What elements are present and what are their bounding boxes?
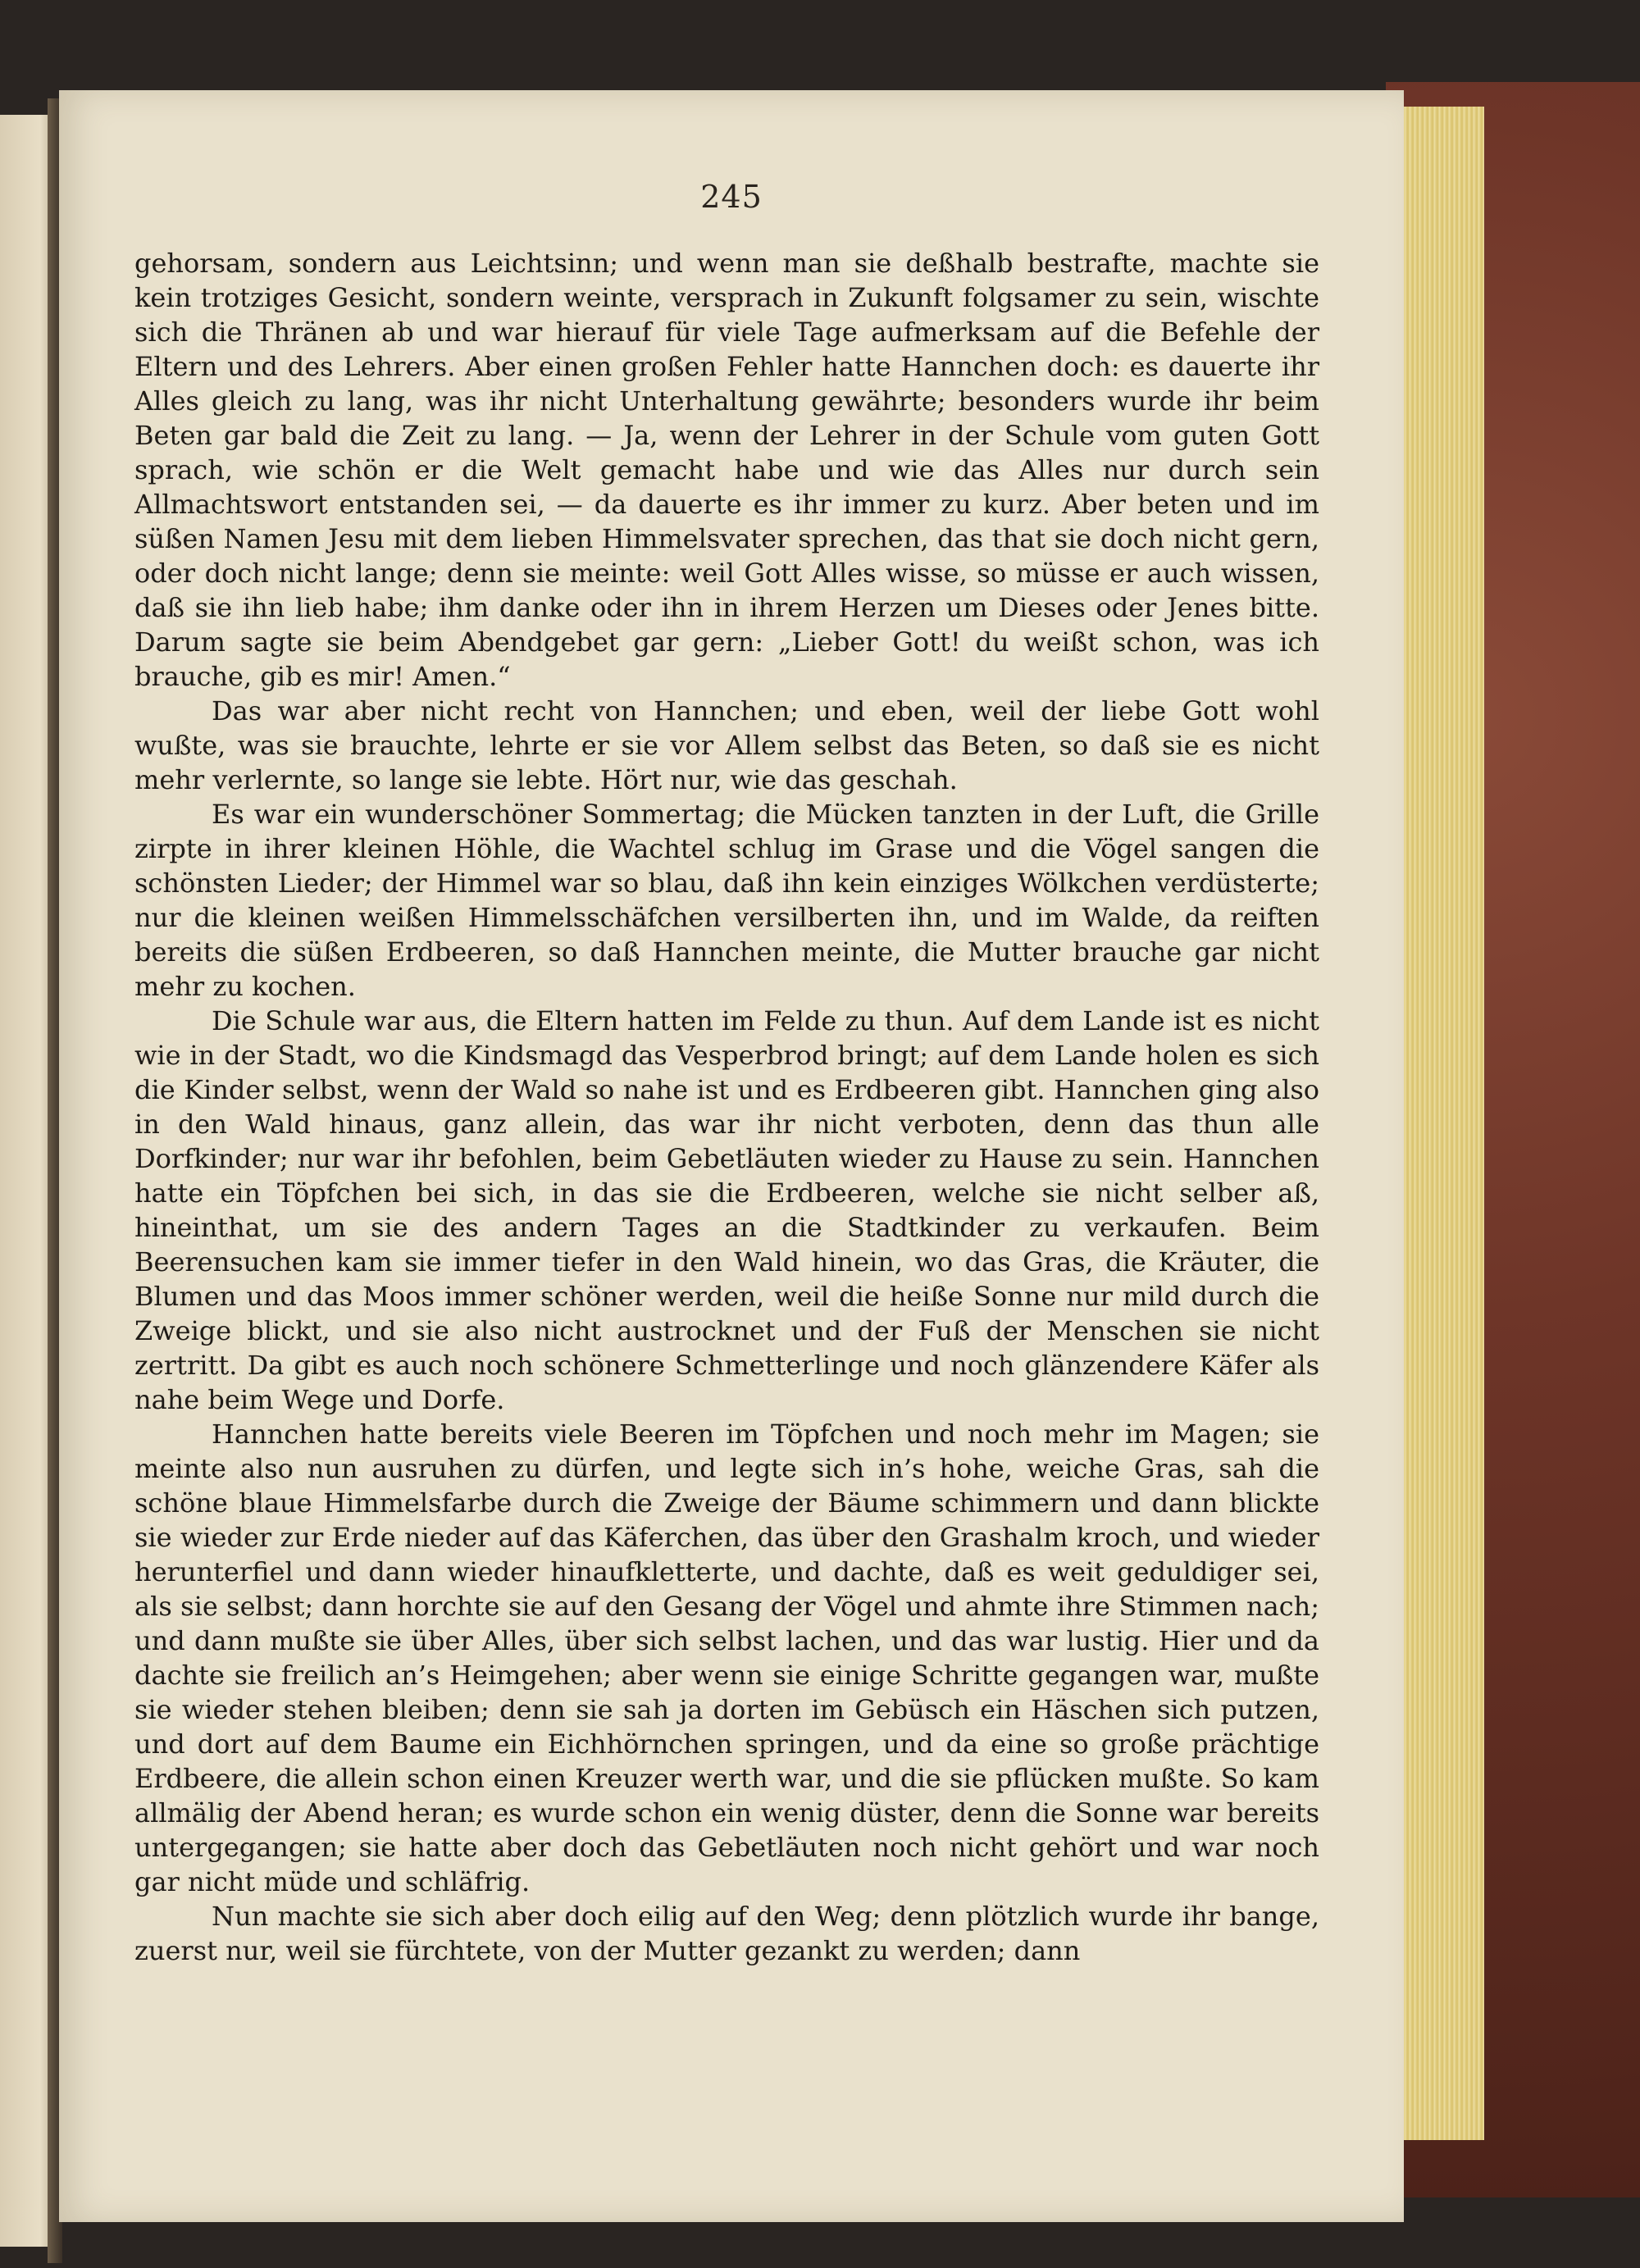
paragraph: Nun machte sie sich aber doch eilig auf den Weg; denn plötzlich wurde ihr bange, zuerst nur, weil sie fürchtete, von der Mutter gezankt zu werden; dann [134,1901,1319,1966]
paragraph: Das war aber nicht recht von Hannchen; und eben, weil der liebe Gott wohl wußte, was sie brauchte, lehrte er sie vor Allem selbst das Beten, so daß sie es nicht mehr verlernte, so lange sie lebte. Hört nur, wie das geschah. [134,695,1319,795]
book-page [59,90,1404,2222]
paragraph: Es war ein wunderschöner Sommertag; die Mücken tanzten in der Luft, die Grille zirpte in ihrer kleinen Höhle, die Wachtel schlug im Grase und die Vögel sangen die schönsten Lieder; der Himmel war so blau, daß ihn kein einziges Wölkchen verdüsterte; nur die kleinen weißen Himmelsschäfchen versilberten ihn, und im Walde, da reiften bereits die süßen Erdbeeren, so daß Hannchen meinte, die Mutter brauche gar nicht mehr zu kochen. [134,799,1319,1002]
paragraph: Die Schule war aus, die Eltern hatten im Felde zu thun. Auf dem Lande ist es nicht wie in der Stadt, wo die Kindsmagd das Vesperbrod bringt; auf dem Lande holen es sich die Kinder selbst, wenn der Wald so nahe ist und es Erdbeeren gibt. Hannchen ging also in den Wald hinaus, ganz allein, das war ihr nicht verboten, denn das thun alle Dorfkinder; nur war ihr befohlen, beim Gebetläuten wieder zu Hause zu sein. Hannchen hatte ein Töpfchen bei sich, in das sie die Erdbeeren, welche sie nicht selber aß, hineinthat, um sie des andern Tages an die Stadtkinder zu verkaufen. Beim Beerensuchen kam sie immer tiefer in den Wald hinein, wo das Gras, die Kräuter, die Blumen und das Moos immer schöner werden, weil die heiße Sonne nur mild durch die Zweige blickt, und sie also nicht austrocknet und der Fuß der Menschen sie nicht zertritt. Da gibt es auch noch schönere Schmetterlinge und noch glänzendere Käfer als nahe beim Wege und Dorfe. [134,1005,1319,1415]
paragraph: gehorsam, sondern aus Leichtsinn; und wenn man sie deßhalb bestrafte, machte sie kein trotziges Gesicht, sondern weinte, versprach in Zukunft folgsamer zu sein, wischte sich die Thränen ab und war hierauf für viele Tage aufmerksam auf die Befehle der Eltern und des Lehrers. Aber einen großen Fehler hatte Hannchen doch: es dauerte ihr Alles gleich zu lang, was ihr nicht Unterhaltung gewährte; besonders wurde ihr beim Beten gar bald die Zeit zu lang. — Ja, wenn der Lehrer in der Schule vom guten Gott sprach, wie schön er die Welt gemacht habe und wie das Alles nur durch sein Allmachtswort entstanden sei, — da dauerte es ihr immer zu kurz. Aber beten und im süßen Namen Jesu mit dem lieben Himmelsvater sprechen, das that sie doch nicht gern, oder doch nicht lange; denn sie meinte: weil Gott Alles wisse, so müsse er auch wissen, daß sie ihn lieb habe; ihm danke oder ihn in ihrem Herzen um Dieses oder Jenes bitte. Darum sagte sie beim Abendgebet gar gern: „Lieber Gott! du weißt schon, was ich brauche, gib es mir! Amen.“ [134,248,1319,692]
body-text [134,246,1319,1968]
paragraph: Hannchen hatte bereits viele Beeren im Töpfchen und noch mehr im Magen; sie meinte also nun ausruhen zu dürfen, und legte sich in’s hohe, weiche Gras, sah die schöne blaue Himmelsfarbe durch die Zweige der Bäume schimmern und dann blickte sie wieder zur Erde nieder auf das Käferchen, das über den Grashalm kroch, und wieder herunterfiel und dann wieder hinaufkletterte, und dachte, daß es weit geduldiger sei, als sie selbst; dann horchte sie auf den Gesang der Vögel und ahmte ihre Stimmen nach; und dann mußte sie über Alles, über sich selbst lachen, und das war lustig. Hier und da dachte sie freilich an’s Heimgehen; aber wenn sie einige Schritte gegangen war, mußte sie wieder stehen bleiben; denn sie sah ja dorten im Gebüsch ein Häschen sich putzen, und dort auf dem Baume ein Eichhörnchen springen, und da eine so große prächtige Erdbeere, die allein schon einen Kreuzer werth war, und die sie pflücken mußte. So kam allmälig der Abend heran; es wurde schon ein wenig düster, denn die Sonne war bereits untergegangen; sie hatte aber doch das Gebetläuten noch nicht gehört und war noch gar nicht müde und schläfrig. [134,1419,1319,1897]
page-number: 245 [700,179,763,215]
